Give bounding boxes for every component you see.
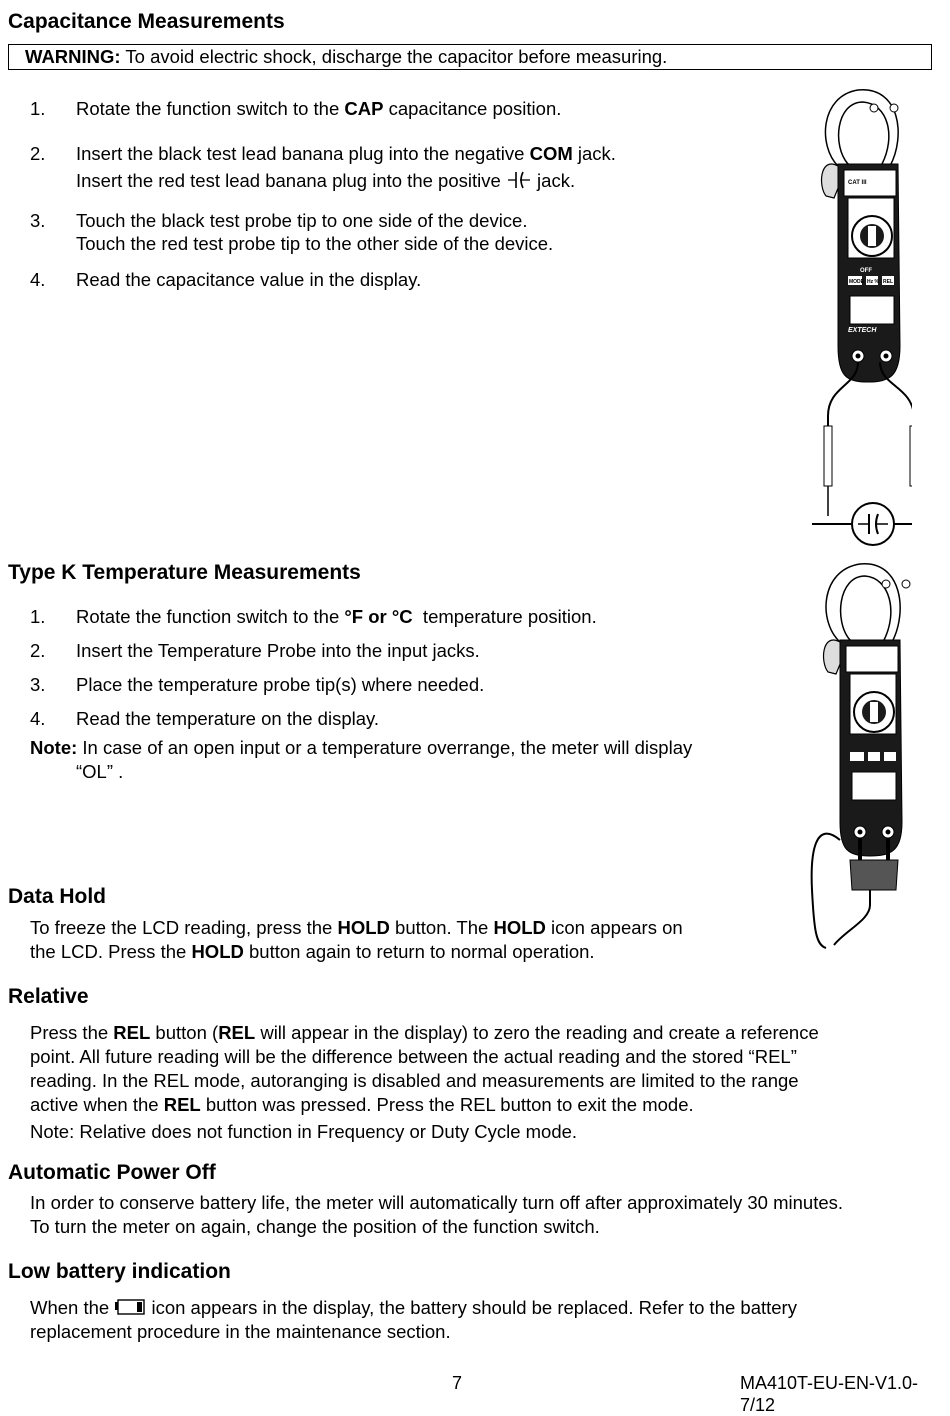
temp-step2: Insert the Temperature Probe into the input jacks. — [76, 640, 480, 661]
hz-label: Hz % — [867, 279, 879, 285]
data-hold-line2 — [30, 940, 595, 964]
mode-label: MODE — [849, 279, 864, 285]
cap-step2-line2 — [76, 169, 575, 193]
data-hold-text-g: HOLD — [191, 941, 244, 962]
data-hold-text-f: the LCD. Press the — [30, 941, 192, 962]
relative-text-f: active when the — [30, 1094, 164, 1115]
temp-step3-number: 3. — [30, 674, 46, 695]
temp-step4: Read the temperature on the display. — [76, 708, 380, 729]
warning-text: To avoid electric shock, discharge the capacitor before measuring. — [120, 46, 668, 67]
temp-step1-number: 1. — [30, 606, 46, 627]
temp-step1-text-c: temperature position. — [412, 606, 597, 627]
data-hold-title: Data Hold — [8, 885, 107, 908]
temp-step3: Place the temperature probe tip(s) where needed. — [76, 674, 485, 695]
low-battery-text-b: icon appears in the display, the battery should be replaced. Refer to the battery — [146, 1297, 797, 1318]
low-battery-line1 — [30, 1296, 797, 1320]
cap-step2-text-b: COM — [529, 143, 573, 164]
temp-step2-number: 2. — [30, 640, 46, 661]
relative-line1 — [30, 1021, 819, 1045]
relative-text-a: Press the — [30, 1022, 114, 1043]
relative-line4 — [30, 1093, 694, 1117]
data-hold-text-h: button again to return to normal operation. — [243, 941, 595, 962]
cap-step1-text-b: CAP — [344, 98, 384, 119]
clamp-meter-temperature-illustration — [806, 560, 922, 952]
relative-text-d: REL — [218, 1022, 256, 1043]
auto-power-off-title: Automatic Power Off — [8, 1161, 216, 1184]
data-hold-text-d: HOLD — [493, 917, 546, 938]
data-hold-text-a: To freeze the LCD reading, press the — [30, 917, 338, 938]
relative-text-c: button ( — [150, 1022, 219, 1043]
rel-label: REL — [883, 279, 893, 285]
relative-title: Relative — [8, 985, 89, 1008]
data-hold-text-e: icon appears on — [545, 917, 683, 938]
low-battery-text-a: When the — [30, 1297, 115, 1318]
temp-step1 — [76, 605, 597, 629]
cap-step1-number: 1. — [30, 98, 46, 119]
relative-line3: reading. In the REL mode, autoranging is disabled and measurements are limited to the range — [30, 1070, 799, 1091]
data-hold-text-b: HOLD — [337, 917, 390, 938]
cap-step2-text-c: jack. — [572, 143, 616, 164]
data-hold-text-c: button. The — [389, 917, 494, 938]
warning-box — [8, 44, 932, 70]
page-number: 7 — [452, 1373, 463, 1393]
cap-step2-text-d: Insert the red test lead banana plug into the positive — [76, 170, 506, 191]
battery-icon — [114, 1299, 146, 1317]
warning-label: WARNING: — [25, 46, 121, 67]
clamp-meter-capacitance-illustration — [808, 86, 912, 552]
cap-step1-text-c: capacitance position. — [383, 98, 562, 119]
temp-step1-text-a: Rotate the function switch to the — [76, 606, 345, 627]
cap-step4-number: 4. — [30, 269, 46, 290]
relative-text-g: REL — [163, 1094, 201, 1115]
cap-step2-text-a: Insert the black test lead banana plug into the negative — [76, 143, 530, 164]
cat-label: CAT III — [848, 180, 867, 186]
temp-step4-number: 4. — [30, 708, 46, 729]
cap-step3-number: 3. — [30, 210, 46, 231]
document-code: MA410T-EU-EN-V1.0-7/12 — [740, 1373, 919, 1415]
cap-step2-line1 — [76, 142, 616, 166]
cap-step1 — [76, 97, 561, 121]
temp-note-text: In case of an open input or a temperature overrange, the meter will display — [77, 737, 693, 758]
temp-note-line1 — [30, 736, 692, 760]
temp-note-label: Note: — [30, 737, 78, 758]
temp-step1-text-b: °F or °C — [344, 606, 413, 627]
cap-step2-number: 2. — [30, 143, 46, 164]
low-battery-title: Low battery indication — [8, 1260, 231, 1283]
temp-note-line2: “OL” . — [76, 761, 124, 782]
temperature-title: Type K Temperature Measurements — [8, 561, 361, 584]
relative-text-b: REL — [113, 1022, 151, 1043]
capacitor-symbol-icon — [506, 170, 532, 190]
relative-text-e: will appear in the display) to zero the reading and create a reference — [255, 1022, 819, 1043]
cap-step1-text-a: Rotate the function switch to the — [76, 98, 345, 119]
auto-power-off-line2: To turn the meter on again, change the position of the function switch. — [30, 1216, 600, 1237]
cap-step4: Read the capacitance value in the display. — [76, 269, 422, 290]
auto-power-off-line1: In order to conserve battery life, the meter will automatically turn off after approximately 30 minutes. — [30, 1192, 844, 1213]
cap-step3-line2: Touch the red test probe tip to the other side of the device. — [76, 233, 554, 254]
off-label: OFF — [860, 268, 872, 274]
low-battery-line2: replacement procedure in the maintenance section. — [30, 1321, 451, 1342]
data-hold-line1 — [30, 916, 683, 940]
capacitance-title: Capacitance Measurements — [8, 10, 285, 33]
relative-line2: point. All future reading will be the difference between the actual reading and the stored “REL” — [30, 1046, 797, 1067]
relative-text-h: button was pressed. Press the REL button to exit the mode. — [200, 1094, 694, 1115]
brand-label: EXTECH — [848, 327, 877, 334]
cap-step2-text-e: jack. — [531, 170, 576, 191]
relative-note: Note: Relative does not function in Frequency or Duty Cycle mode. — [30, 1121, 578, 1142]
cap-step3-line1: Touch the black test probe tip to one side of the device. — [76, 210, 528, 231]
